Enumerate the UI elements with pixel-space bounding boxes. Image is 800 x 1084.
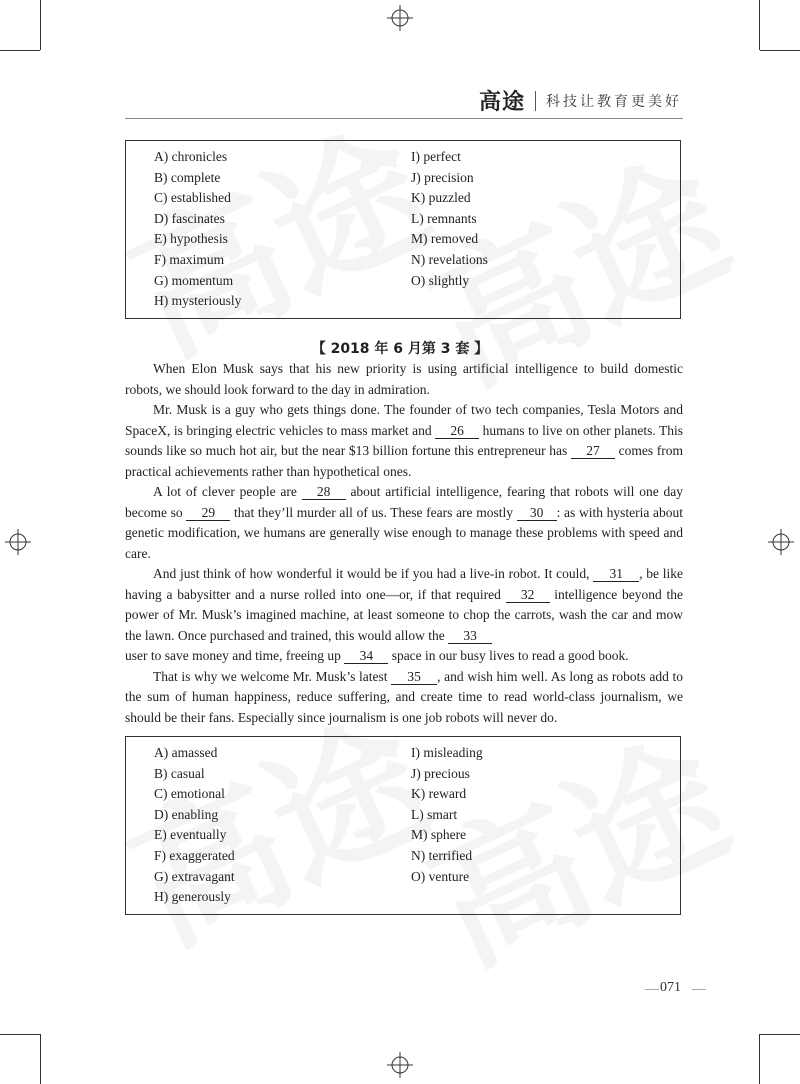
word-option: J) precision: [411, 169, 474, 185]
word-option: L) smart: [411, 806, 458, 822]
word-option: F) maximum: [154, 251, 225, 267]
crop-mark: [760, 1034, 800, 1035]
header-rule: [125, 118, 683, 119]
word-option: A) chronicles: [154, 149, 228, 164]
word-option: H) generously: [154, 889, 231, 905]
blank-30[interactable]: 30: [517, 505, 557, 521]
section-title: 【 2018 年 6 月第 3 套 】: [311, 341, 489, 357]
crop-mark: [40, 0, 41, 50]
word-option: G) momentum: [154, 272, 234, 288]
text: Mr. Musk is a guy who gets things done. The founder of two tech companies, Tesla Motors and SpaceX, is bringing electric vehicles to mass market and: [125, 402, 683, 438]
crop-mark: [760, 50, 800, 51]
paragraph: [125, 667, 683, 729]
crop-mark: [40, 1034, 41, 1084]
blank-34[interactable]: 34: [344, 648, 388, 664]
registration-mark-icon: [5, 529, 31, 555]
paragraph: [125, 564, 683, 646]
blank-31[interactable]: 31: [593, 566, 639, 582]
word-option: B) casual: [154, 765, 205, 781]
crop-mark: [759, 1034, 760, 1084]
word-option: I) perfect: [411, 149, 461, 164]
word-option: I) misleading: [411, 745, 483, 760]
blank-29[interactable]: 29: [186, 505, 230, 521]
word-option: M) removed: [411, 231, 479, 247]
paragraph-continuation: [125, 646, 683, 667]
brand-logo: 高途: [478, 90, 525, 115]
word-option: D) fascinates: [154, 210, 225, 226]
word-option: K) reward: [411, 786, 467, 802]
word-option: O) slightly: [411, 272, 470, 288]
text: comes from practical achievements rather than hypothetical ones.: [125, 443, 683, 479]
word-bank-column-right: [411, 147, 680, 312]
word-option: L) remnants: [411, 210, 477, 226]
word-option: E) hypothesis: [154, 231, 228, 247]
registration-mark-icon: [387, 1052, 413, 1078]
text: And just think of how wonderful it would be if you had a live-in robot. It could,: [153, 566, 594, 581]
registration-mark-icon: [387, 5, 413, 31]
word-option: D) enabling: [154, 806, 219, 822]
text: A lot of clever people are: [153, 484, 302, 499]
word-option: N) terrified: [411, 847, 473, 863]
blank-33[interactable]: 33: [448, 628, 492, 644]
page-number: 071: [660, 980, 681, 995]
text: That is why we welcome Mr. Musk’s latest: [153, 668, 392, 684]
word-option: N) revelations: [411, 251, 488, 267]
registration-mark-icon: [768, 529, 794, 555]
text: , be like having a babysitter and a nurse rolled into one—or, if that required: [125, 566, 683, 602]
text: humans to live on other planets. This sounds like so much hot air, but the near $13 billion fortune this entrepreneur has: [125, 422, 683, 458]
paragraph: [125, 482, 683, 564]
crop-mark: [0, 1034, 40, 1035]
word-option: E) eventually: [154, 827, 227, 843]
blank-27[interactable]: 27: [571, 443, 615, 459]
word-option: M) sphere: [411, 827, 467, 843]
page-header: [479, 85, 682, 116]
text: that they’ll murder all of us. These fears are mostly: [230, 504, 517, 520]
passage: [125, 359, 683, 728]
word-option: B) complete: [154, 169, 221, 185]
page-number-decoration: [692, 989, 706, 990]
word-bank-box: [125, 140, 681, 319]
paragraph: [125, 400, 683, 482]
text: intelligence beyond the power of Mr. Musk’s imagined machine, at least someone to chop the carrots, wash the car and mow the lawn. Once purchased and trained, this would allow the: [125, 586, 683, 643]
page-number-decoration: [645, 989, 659, 990]
text: : as with hysteria about genetic modification, we humans are generally wise enough to manage these problems with speed and care.: [125, 504, 683, 561]
word-bank-box: [125, 736, 681, 915]
word-bank-column-right: [411, 743, 680, 908]
crop-mark: [0, 50, 40, 51]
brand-slogan: 科技让教育更美好: [546, 93, 682, 110]
text: When Elon Musk says that his new priority is using artificial intelligence to build domestic robots, we should look forward to the day in admiration.: [125, 361, 683, 397]
paragraph: [125, 359, 683, 400]
word-option: H) mysteriously: [154, 293, 242, 309]
word-option: G) extravagant: [154, 868, 235, 884]
word-option: F) exaggerated: [154, 847, 235, 863]
text: about artificial intelligence, fearing that robots will one day become so: [125, 484, 683, 520]
text: space in our busy lives to read a good book.: [388, 648, 629, 663]
word-option: C) established: [154, 190, 231, 206]
text: , and wish him well. As long as robots add to the sum of human happiness, reduce suffering, and create time to read world-class journalism, we should be their fans. Especially since journalism is one job robots will never do.: [125, 668, 683, 725]
word-option: K) puzzled: [411, 190, 471, 206]
word-bank-column-left: [154, 743, 411, 908]
blank-32[interactable]: 32: [506, 587, 550, 603]
word-option: C) emotional: [154, 786, 225, 802]
word-option: J) precious: [411, 765, 470, 781]
header-divider: [535, 91, 536, 111]
crop-mark: [759, 0, 760, 50]
blank-26[interactable]: 26: [435, 423, 479, 439]
text: user to save money and time, freeing up: [125, 648, 345, 663]
word-option: O) venture: [411, 868, 470, 884]
word-option: A) amassed: [154, 745, 218, 760]
blank-28[interactable]: 28: [302, 484, 346, 500]
blank-35[interactable]: 35: [391, 669, 437, 685]
word-bank-column-left: [154, 147, 411, 312]
